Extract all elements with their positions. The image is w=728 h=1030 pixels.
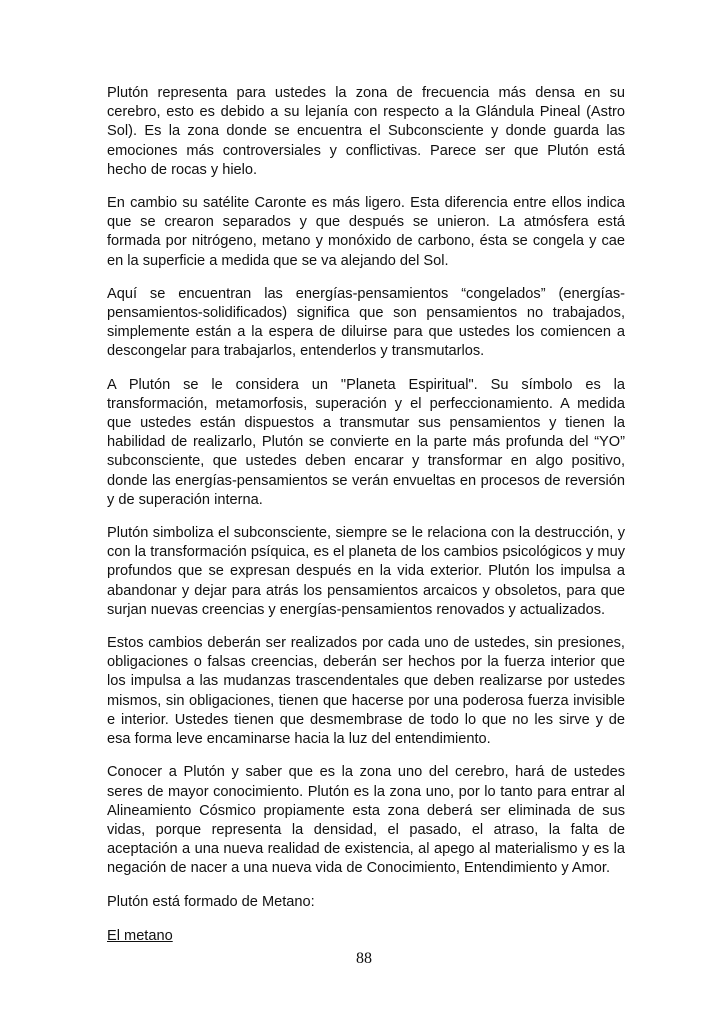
paragraph-pluto-density: Plutón representa para ustedes la zona de frecuencia más densa en su cerebro, esto es debido a su lejanía con respecto a la Glándula Pineal (Astro Sol). Es la zona donde se encuentra el Subconsciente y donde guarda las emociones más controversiales y conflictivas. Parece ser que Plutón está hecho de rocas y hielo. [107, 85, 625, 178]
paragraph-frozen-thoughts: Aquí se encuentran las energías-pensamientos “congelados” (energías-pensamientos-solidificados) significa que son pensamientos no trabajados, simplemente están a la espera de diluirse para que ustedes los comiencen a descongelar para trabajarlos, entenderlos y transmutarlos. [107, 285, 625, 360]
paragraph-subconscious: Plutón simboliza el subconsciente, siempre se le relaciona con la destrucción, y con la transformación psíquica, es el planeta de los cambios psicológicos y muy profundos que se expresan después en la vida exterior. Plutón los impulsa a abandonar y dejar para atrás los pensamientos arcaicos y obsoletos, para que surjan nuevas creencias y energías-pensamientos renovados y actualizados. [107, 525, 625, 618]
paragraph-changes: Estos cambios deberán ser realizados por cada uno de ustedes, sin presiones, obligaciones o falsas creencias, deberán ser hechos por la fuerza interior que los impulsa a las mudanzas trascendentales que deben realizarse por ustedes mismos, sin obligaciones, tienen que hacerse por una poderosa fuerza invisible e interior. Ustedes tienen que desmembrase de todo lo que no les sirve y de esa forma leve encaminarse hacia la luz del entendimiento. [107, 635, 625, 748]
document-body [107, 84, 625, 946]
paragraph-knowing-pluto: Conocer a Plutón y saber que es la zona uno del cerebro, hará de ustedes seres de mayor conocimiento. Plutón es la zona uno, por lo tanto para entrar al Alineamiento Cósmico propiamente esta zona deberá ser eliminada de sus vidas, porque representa la densidad, el pasado, el atraso, la falta de aceptación a una nueva realidad de existencia, al apego al materialismo y es la negación de nacer a una nueva vida de Conocimiento, Entendimiento y Amor. [107, 764, 625, 877]
page-number: 88 [356, 950, 372, 967]
section-heading-methane: El metano [107, 927, 173, 944]
paragraph-charon: En cambio su satélite Caronte es más ligero. Esta diferencia entre ellos indica que se crearon separados y que después se unieron. La atmósfera está formada por nitrógeno, metano y monóxido de carbono, ésta se congela y cae en la superficie a medida que se va alejando del Sol. [107, 195, 625, 269]
paragraph-spiritual-planet: A Plutón se le considera un "Planeta Espiritual". Su símbolo es la transformación, metamorfosis, superación y el perfeccionamiento. A medida que ustedes están dispuestos a transmutar sus pensamientos y tienen la habilidad de realizarlo, Plutón se convierte en la parte más profunda del “YO” subconsciente, que ustedes deben encarar y transformar en algo positivo, donde las energías-pensamientos se verán envueltas en procesos de reversión y de superación interna. [107, 376, 625, 508]
intro-line-methane: Plutón está formado de Metano: [107, 893, 315, 910]
